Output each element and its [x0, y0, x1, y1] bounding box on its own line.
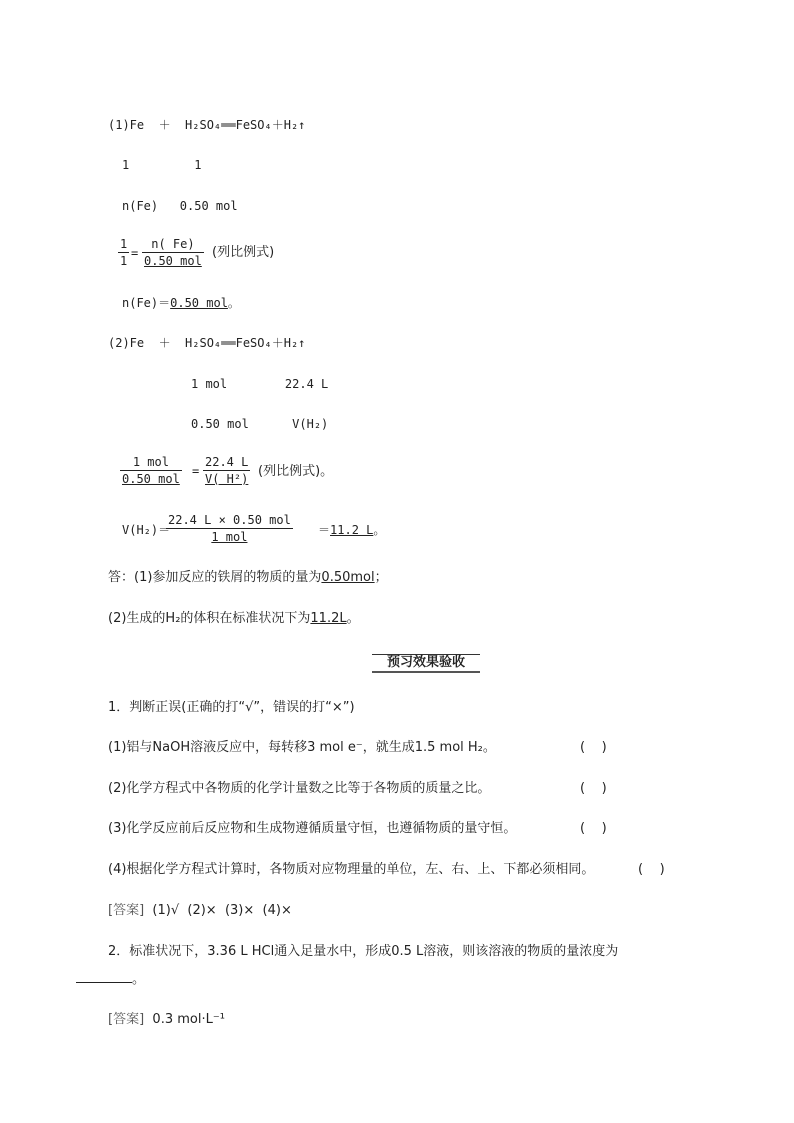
- q1-item-4: (4)根据化学方程式计算时，各物质对应物理量的单位，左、右、上、下都必须相同。: [108, 862, 595, 877]
- q2-blank-line: 。: [76, 970, 145, 988]
- calc2-equals: =: [192, 464, 200, 478]
- q1-item-2: (2)化学方程式中各物质的化学计量数之比等于各物质的质量之比。: [108, 781, 491, 796]
- q2-answer: [108, 1012, 225, 1028]
- calc2-fraction-right: $\frac{22.4 L}{\text{V( H²)}}$: [205, 455, 249, 486]
- section-title: 预习效果验收: [386, 655, 465, 670]
- q1-item-3-bracket: ( ): [580, 821, 607, 836]
- calc1-result-suffix: 。: [227, 296, 240, 310]
- calc1-result-value: 0.50 mol: [170, 296, 228, 310]
- calc2-volume-value: 11.2 L: [330, 523, 374, 537]
- q1-stem: 1．判断正误(正确的打“√”，错误的打“×”): [108, 700, 355, 715]
- q2-answer-blank: [76, 970, 132, 983]
- q2-stem: 2．标准状况下，3.36 L HCl通入足量水中，形成0.5 L溶液，则该溶液的物质的量浓度为: [108, 944, 619, 959]
- calc1-result-prefix: n(Fe)＝: [122, 296, 171, 310]
- q1-item-1: (1)铝与NaOH溶液反应中，每转移3 mol e⁻，就生成1.5 mol H₂。: [108, 740, 496, 755]
- calc1-equation: (1)Fe ＋ H₂SO₄══FeSO₄＋H₂↑: [108, 118, 306, 132]
- q1-item-4-bracket: ( ): [638, 862, 665, 877]
- q1-item-1-bracket: ( ): [580, 740, 607, 755]
- calc1-equals: =: [131, 246, 139, 260]
- answer-line-2: (2)生成的H₂的体积在标准状况下为11.2L。: [108, 611, 360, 626]
- calc2-volume-fraction: 22.4 L × 0.50 mol 1 mol: [168, 513, 291, 544]
- q2-answer-tag: [答案]: [108, 1012, 145, 1027]
- q1-answer-tag: [答案]: [108, 903, 145, 918]
- calc2-row1: 1 mol 22.4 L: [191, 377, 329, 391]
- calc1-coefficients: 1 1: [122, 158, 202, 172]
- q2-answer-text: 0.3 mol·L⁻¹: [152, 1012, 225, 1027]
- q1-item-2-bracket: ( ): [580, 781, 607, 796]
- q1-item-3: (3)化学反应前后反应物和生成物遵循质量守恒，也遵循物质的量守恒。: [108, 821, 517, 836]
- answer-line-1-value: 0.50mol: [321, 570, 375, 585]
- calc1-ratio-note: (列比例式): [212, 245, 275, 260]
- q1-answer-text: (1)√ (2)× (3)× (4)×: [152, 903, 292, 918]
- calc2-fraction-left: 1 mol 0.50 mol: [122, 455, 180, 486]
- answer-line-2-value: 11.2L: [310, 611, 347, 626]
- calc2-volume-result: ＝11.2 L。: [318, 523, 386, 537]
- section-title-banner: [372, 654, 480, 673]
- calc2-row2: 0.50 mol V(H₂): [191, 417, 329, 431]
- q1-answer: [108, 903, 292, 919]
- calc2-equation: (2)Fe ＋ H₂SO₄══FeSO₄＋H₂↑: [108, 336, 306, 350]
- calc1-unknowns: n(Fe) 0.50 mol: [122, 199, 238, 213]
- calc2-ratio-note: (列比例式)。: [258, 464, 334, 479]
- calc1-fraction-right: n( Fe) 0.50 mol: [144, 237, 202, 268]
- calc1-result: [122, 296, 240, 310]
- answer-line-1: 答：(1)参加反应的铁屑的物质的量为0.50mol；: [108, 570, 388, 585]
- calc1-fraction-left: $\frac{1}{1}$: [120, 237, 128, 268]
- calc2-volume-prefix: V(H₂)＝: [122, 523, 171, 537]
